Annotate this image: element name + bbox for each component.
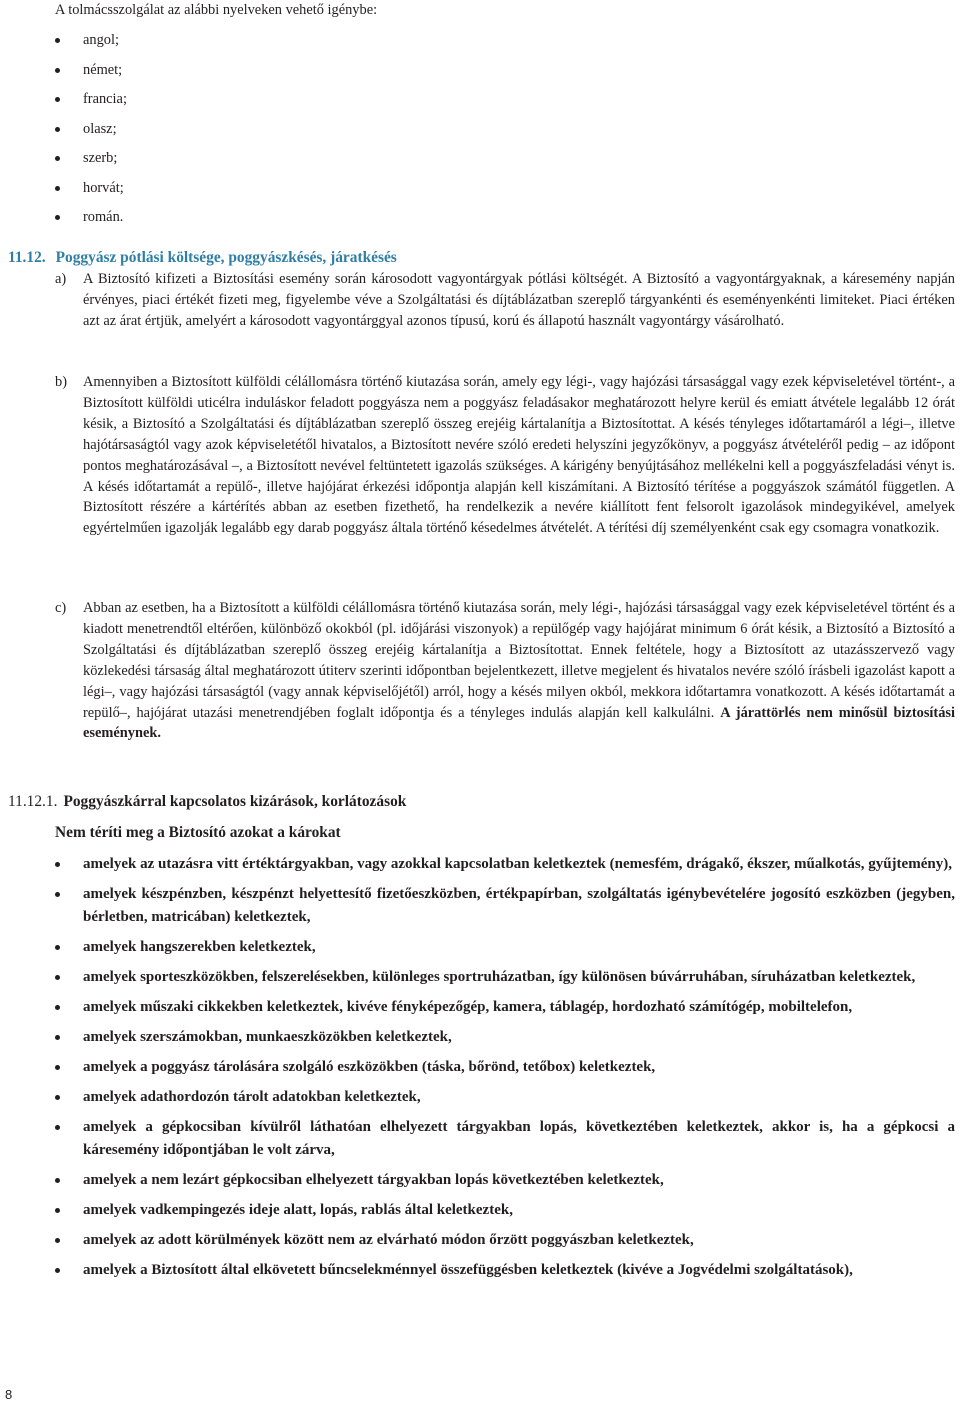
language-list bbox=[55, 30, 127, 237]
exclusion-item: amelyek készpénzben, készpénzt helyettesítő fizetőeszközben, értékpapírban, szolgáltatás igénybevételére jogosító eszközben (jegyben, bérletben, matricában) keletkeztek, bbox=[55, 883, 955, 929]
section-number: 11.12.1. bbox=[8, 793, 58, 810]
section-number: 11.12. bbox=[8, 249, 46, 266]
page-number: 8 bbox=[5, 1387, 13, 1402]
exclusions-list bbox=[55, 853, 955, 1289]
section-title: Poggyászkárral kapcsolatos kizárások, korlátozások bbox=[63, 793, 407, 810]
exclusion-item: amelyek sporteszközökben, felszerelésekben, különleges sportruházatban, így különösen búvárruhában, síruházatban keletkeztek, bbox=[55, 966, 955, 989]
exclusion-item: amelyek vadkempingezés ideje alatt, lopás, rablás által keletkeztek, bbox=[55, 1199, 955, 1222]
exclusion-item: amelyek a Biztosított által elkövetett bűncselekménnyel összefüggésben keletkeztek (kivéve a Jogvédelmi szolgáltatások), bbox=[55, 1259, 955, 1282]
paragraph-marker: a) bbox=[55, 271, 67, 287]
exclusion-item: amelyek adathordozón tárolt adatokban keletkeztek, bbox=[55, 1086, 955, 1109]
exclusion-item: amelyek a poggyász tárolására szolgáló eszközökben (táska, bőrönd, tetőbox) keletkeztek, bbox=[55, 1056, 955, 1079]
paragraph-text: Abban az esetben, ha a Biztosított a külföldi célállomásra történő kiutazása során, mely légi-, hajózási társasággal vagy ezek képviseletével történt és a kiadott menetrendtől eltérően, különböző okokból (pl. időjárási viszonyok) a repülőgép vagy hajójárat minimum 6 órát késik, a Biztosító a Biztosító a Szolgáltatási és díjtáblázatban szereplő összeg erejéig kártalanítja a Biztosítottat. Ennek feltétele, hogy a Biztosított az utazásszervező vagy közlekedési társaság által meghatározott útiterv szerinti időpontban bejelentkezett, illetve megjelent és hivatalos nevére szóló írásbeli igazolást kapott a légi–, vagy hajózási társaságtól (vagy annak képviselőjétől) arról, hogy a késés milyen okból, mekkora időtartamra vonatkozott. A késés időtartamát a repülő–, hajójárat utazási menetrendjében foglalt időpontja és a tényleges indulás alapján kell kalkulálni. bbox=[83, 600, 955, 721]
intro-text: A tolmácsszolgálat az alábbi nyelveken vehető igénybe: bbox=[55, 2, 378, 18]
language-item: olasz; bbox=[55, 119, 127, 149]
language-item: angol; bbox=[55, 30, 127, 60]
section-heading-11-12 bbox=[8, 248, 397, 269]
exclusion-item: amelyek a nem lezárt gépkocsiban elhelyezett tárgyakban lopás következtében keletkeztek, bbox=[55, 1169, 955, 1192]
language-item: román. bbox=[55, 207, 127, 237]
exclusion-item: amelyek a gépkocsiban kívülről láthatóan elhelyezett tárgyakban lopás, következtében keletkeztek, akkor is, ha a gépkocsi a káresemény időpontjában le volt zárva, bbox=[55, 1116, 955, 1162]
section-heading-11-12-1 bbox=[8, 792, 406, 813]
language-item: horvát; bbox=[55, 178, 127, 208]
paragraph-a bbox=[55, 269, 955, 332]
exclusions-heading: Nem téríti meg a Biztosító azokat a károkat bbox=[55, 824, 341, 841]
paragraph-marker: b) bbox=[55, 374, 67, 390]
exclusion-item: amelyek az adott körülmények között nem az elvárható módon őrzött poggyászban keletkeztek, bbox=[55, 1229, 955, 1252]
paragraph-bold-text: A járattörlés nem minősül biztosítási eseménynek. bbox=[83, 704, 956, 742]
language-item: német; bbox=[55, 60, 127, 90]
language-item: francia; bbox=[55, 89, 127, 119]
paragraph-b bbox=[55, 372, 955, 539]
exclusion-item: amelyek műszaki cikkekben keletkeztek, kivéve fényképezőgép, kamera, táblagép, hordozható számítógép, mobiltelefon, bbox=[55, 996, 955, 1019]
paragraph-marker: c) bbox=[55, 600, 67, 616]
section-title: Poggyász pótlási költsége, poggyászkésés, járatkésés bbox=[55, 249, 397, 266]
paragraph-text: Amennyiben a Biztosított külföldi célállomásra történő kiutazása során, amely egy légi-, vagy hajózási társasággal vagy ezek képviseletével történt-, a Biztosított külföldi uticélra induláskor feladott poggyásza nem a poggyász feladásakor meghatározott helyre kerül és emiatt átvétele legalább 12 órát késik, a Biztosító a Szolgáltatási és díjtáblázatban szereplő összeg erejéig kártalanítja a Biztosítottat. A késés tényleges időtartamáról a légi–, illetve hajótársaságtól vagy azok képviseletétől hivatalos, a Biztosított nevére szóló eredeti helyszíni jegyzőkönyv, a poggyász átvételéről pedig – az időpont pontos meghatározásával –, a Biztosított nevével feltüntetett igazolás szükséges. A kárigény benyújtásához mellékelni kell a poggyászfeladási vényt is. A késés időtartamát a repülő-, illetve hajójárat érkezési időpontja alapján kell kiszámítani. A Biztosító térítése a poggyászok számától független. A Biztosított részére a kártérítés abban az esetben fizethető, ha rendelkezik a nevére kiállított fent felsorolt igazolások mindegyikével, amelyek egyértelműen igazolják legalább egy darab poggyász általa történő késedelmes átvételét. A térítési díj személyenként csak egy csomagra vonatkozik. bbox=[83, 374, 955, 537]
paragraph-body bbox=[83, 598, 955, 744]
paragraph-text: A Biztosító kifizeti a Biztosítási esemény során károsodott vagyontárgyak pótlási költségét. A Biztosító a vagyontárgyaknak, a káresemény napján érvényes, piaci értékét fizeti meg, figyelembe véve a Szolgáltatási és díjtáblázatban szereplő tárgyankénti és eseményenkénti limiteket. Piaci értéken azt az árat értjük, amelyért a károsodott vagyontárggyal azonos típusú, korú és állapotú használt vagyontárgy vásárolható. bbox=[83, 271, 955, 329]
exclusion-item: amelyek az utazásra vitt értéktárgyakban, vagy azokkal kapcsolatban keletkeztek (nemesfém, drágakő, ékszer, műalkotás, gyűjtemény), bbox=[55, 853, 955, 876]
exclusion-item: amelyek hangszerekben keletkeztek, bbox=[55, 936, 955, 959]
language-item: szerb; bbox=[55, 148, 127, 178]
paragraph-c bbox=[55, 598, 955, 744]
exclusion-item: amelyek szerszámokban, munkaeszközökben keletkeztek, bbox=[55, 1026, 955, 1049]
